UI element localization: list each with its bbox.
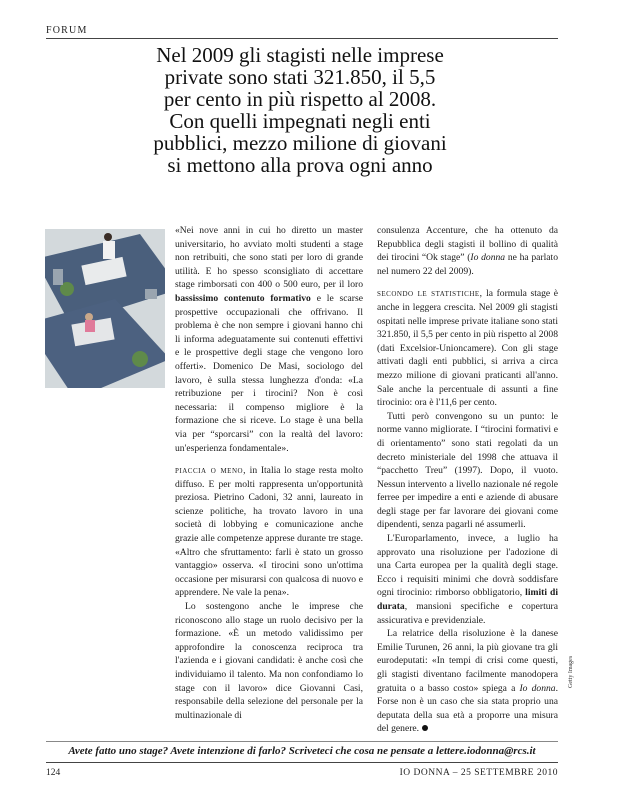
section-label: FORUM <box>46 25 88 36</box>
article-photo <box>45 229 165 388</box>
paragraph: «Nei nove anni in cui ho diretto un master universitario, ho avviato molti studenti a stage non retribuiti, che sono stati per loro di grande utilità. E ho spesso sconsigliato di accettare stage rimborsati con 400 o 500 euro, per il loro bassissimo contenuto formativo e le scarse prospettive occupazionali che offrivano. Il problema è che non sempre i giovani hanno chi li informa adeguatamente sui contenuti effettivi e le prospettive degli stage che vengono loro offerti». Domenico De Masi, sociologo del lavoro, è sulla stessa lunghezza d'onda: «La retribuzione per i tirocini? Non è così necessaria: il compenso migliore è la formazione che si riceve. Lo stage è una bella via per “sporcarsi” con la realtà del lavoro: un'esperienza fondamentale». <box>175 225 363 454</box>
cta-rule <box>46 741 558 742</box>
article-column-1 <box>175 224 363 722</box>
section-lead: piaccia o meno, <box>175 465 246 477</box>
highlight-text: limiti di durata <box>377 587 559 613</box>
magazine-name: Io donna <box>470 252 506 264</box>
paragraph: secondo le statistiche, la formula stage è anche in leggera crescita. Nel 2009 gli stagisti ospitati nelle imprese private italiane sono stati 321.850, il 5,5 per cento in più rispetto al 2008 (dati Excelsior-Unioncamere). Con gli stage attivati dagli enti pubblici, si arriva a circa mezzo milione di giovani praticanti all'anno. Sale anche la percentuale di assunti a fine tirocinio: ora è l'11,6 per cento. <box>377 288 558 409</box>
top-rule <box>46 38 558 39</box>
paragraph: consulenza Accenture, che ha ottenuto da Repubblica degli stagisti il bollino di qualità dei tirocini “Ok stage” (Io donna ne ha parlato nel numero 22 del 2009). <box>377 225 558 277</box>
headline: Nel 2009 gli stagisti nelle imprese private sono stati 321.850, il 5,5 per cento in più rispetto al 2008. Con quelli impegnati negli enti pubblici, mezzo milione di giovani si mettono alla prova ogni anno <box>153 43 447 177</box>
highlight-text: bassissimo contenuto formativo <box>175 292 311 304</box>
paragraph: Lo sostengono anche le imprese che riconoscono allo stage un ruolo decisivo per la formazione. «È un metodo validissimo per approfondire la conoscenza reciproca tra l'azienda e i giovani candidati: è anche così che individuiamo il talento. Ma non confondiamo lo stage con il lavoro» dice Giovanni Casi, responsabile della selezione del personale per la multinazionale di <box>175 601 363 721</box>
footer-rule <box>46 762 558 763</box>
photo-credit: Getty Images <box>568 655 574 688</box>
folio: IO DONNA – 25 SETTEMBRE 2010 <box>399 768 558 778</box>
article-column-2 <box>377 224 558 736</box>
paragraph: Tutti però convengono su un punto: le norme vanno migliorate. I “tirocini formativi e di orientamento” sono stati regolati da un decreto ministeriale del 1998 che attuava il “pacchetto Treu” (1997). Dopo, il vuoto. Nessun intervento a livello nazionale né regole ferree per impedire a enti e aziende di abusare degli stage per far lavorare dei giovani come dipendenti, senza pagarli né assumerli. <box>377 410 558 531</box>
paragraph: piaccia o meno, in Italia lo stage resta molto diffuso. E per molti rappresenta un'opportunità preziosa. Pietrino Cadoni, 32 anni, laureato in scienze politiche, ha trovato lavoro in una società di lobbying e comunicazione anche grazie alle competenze apprese durante tre stage. «Altro che sfruttamento: farli è stato un grosso vantaggio» osserva. «I tirocini sono un'ottima occasione per misurarsi con qualcosa di nuovo e apprendere. Ne vale la pena». <box>175 465 363 599</box>
end-of-article-mark <box>422 725 428 731</box>
section-lead: secondo le statistiche, <box>377 288 483 300</box>
office-illustration <box>45 229 165 388</box>
paragraph: L'Europarlamento, invece, a luglio ha approvato una risoluzione per l'adozione di una Carta europea per la qualità degli stage. Ecco i requisiti minimi che dovrà soddisfare ogni tirocinio: rimborso obbligatorio, limiti di durata, mansioni specifiche e copertura assicurativa e previdenziale. <box>377 533 559 626</box>
page-number: 124 <box>46 768 61 778</box>
magazine-name: Io donna <box>519 682 556 694</box>
paragraph: La relatrice della risoluzione è la danese Emilie Turunen, 26 anni, la più giovane tra gli eurodeputati: «In tempi di crisi come questi, gli stagisti diventano facilmente manodopera gratuita o a basso costo» spiega a Io donna. Forse non è un caso che sia stata proprio una deputata della sua età a proporre una misura del genere. <box>377 628 559 735</box>
reader-call-to-action: Avete fatto uno stage? Avete intenzione di farlo? Scriveteci che cosa ne pensate a lettere.iodonna@rcs.it <box>68 745 536 757</box>
